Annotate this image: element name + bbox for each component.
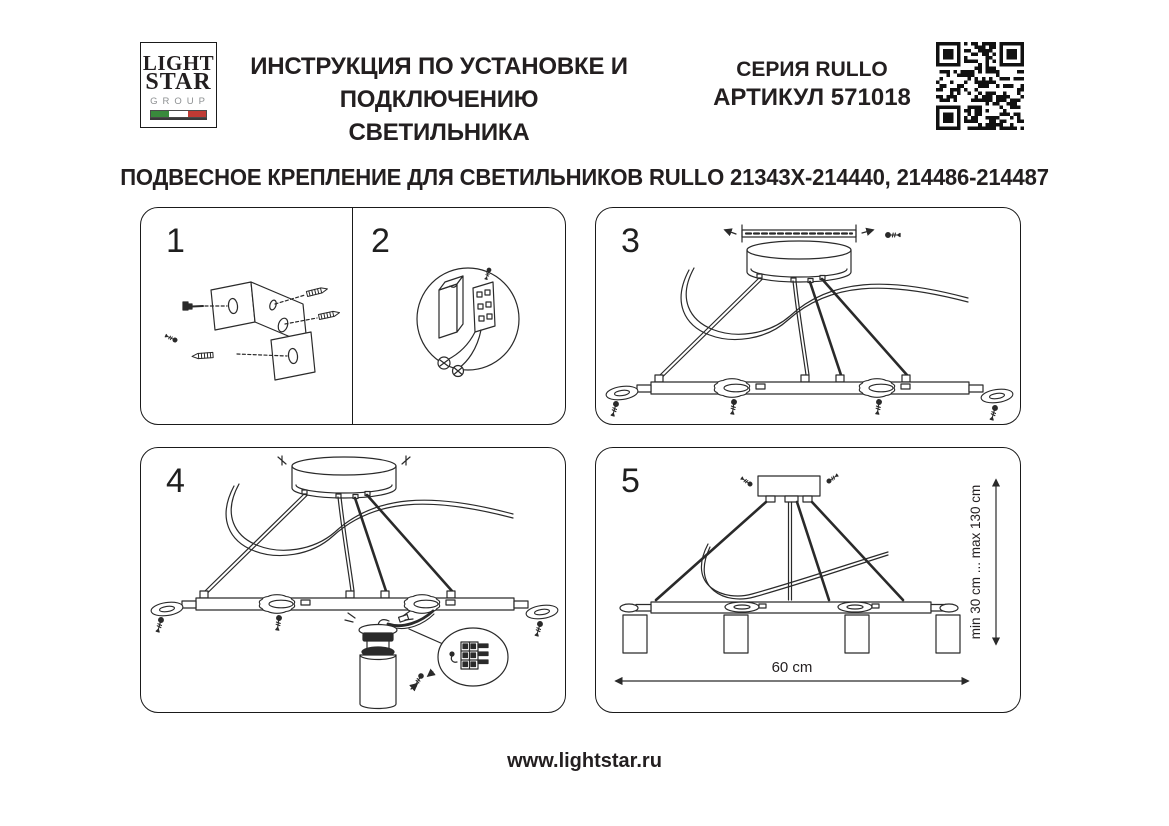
lamp-bar [150,591,558,621]
screw-icon [730,399,737,414]
junction-box [439,276,463,338]
ceiling-canopy [747,241,851,283]
diagram-step-2-connection [353,208,567,426]
lightstar-logo [140,42,217,128]
italian-flag-icon [150,110,207,118]
power-cord [341,497,354,591]
subtitle: ПОДВЕСНОЕ КРЕПЛЕНИЕ ДЛЯ СВЕТИЛЬНИКОВ RULLO 21343X-214440, 214486-214487 [120,164,1049,190]
lamp-shade [845,615,869,653]
step-number-5: 5 [621,462,640,500]
screw-icon [740,476,752,486]
series-label: СЕРИЯ RULLO [736,58,888,81]
footer-url: www.lightstar.ru [507,750,662,772]
diagram-step-1-bracket [159,260,349,412]
logo-word-light: LIGHT [142,51,215,75]
screw-icon [275,615,282,630]
power-cord [793,281,806,375]
lamp-bar [620,602,958,613]
wall-plug-icon [318,310,340,319]
screw-icon [989,405,998,420]
step-panel-1-2 [140,207,566,425]
diagram-step-3-suspension [596,208,1019,423]
step-panel-4 [140,447,566,713]
end-cap [980,387,1013,404]
lamp-shade [936,615,960,653]
article-label: АРТИКУЛ 571018 [713,84,911,111]
end-cap [525,603,558,620]
wall-plug-icon [306,286,328,296]
power-cord [796,281,809,375]
ceiling-mount-box [740,473,838,502]
suspension-cable [812,502,903,600]
screw-icon [165,334,178,343]
wall-plug-icon [192,352,213,359]
step-panel-5 [595,447,1021,713]
step-number-4: 4 [166,462,185,500]
detail-circle [417,268,519,370]
step-panel-3 [595,207,1021,425]
ceiling-canopy [278,456,410,499]
width-dimension-label: 60 cm [771,659,813,676]
height-dimension-label: min 30 cm ... max 130 cm [968,484,983,640]
lamp-rosette [714,379,749,398]
product-info [700,56,924,112]
wire-cap-icon [438,357,450,369]
terminal-block-icon [473,268,495,332]
title-line-1: ИНСТРУКЦИЯ ПО УСТАНОВКЕ И [250,53,628,80]
wire-cap-icon [453,366,464,377]
lamp-rosette [859,379,894,398]
suspension-cable [208,496,307,593]
leader-line [409,629,443,644]
suspension-cable [660,278,759,375]
logo-word-group: GROUP [150,96,210,107]
screw-icon [183,302,203,310]
screw-icon [875,399,882,414]
width-dimension [616,659,968,681]
screw-icon [411,672,433,689]
suspension-cable [663,280,762,377]
height-dimension [968,480,996,644]
suspension-cable [656,502,766,600]
lamp-shade [724,615,748,653]
screw-icon [155,617,164,632]
step-number-1: 1 [166,222,185,260]
end-cap [150,600,183,617]
diagram-step-5-final-assembly [596,448,1019,711]
logo-word-star: STAR [145,69,212,95]
lamp-rosette [259,595,294,614]
screw-icon [610,401,619,416]
terminal-detail-circle [438,628,508,686]
qr-code-icon [936,42,1024,130]
page-title [250,50,628,149]
end-cap [605,384,638,401]
lamp-shade [623,615,647,653]
mounting-bracket [211,282,315,380]
lamp-bar [605,375,1013,405]
screw-icon [534,621,543,636]
step-number-3: 3 [621,222,640,260]
suspension-cable [205,494,304,591]
diagram-step-4-shade-wiring [141,448,564,711]
title-line-2: ПОДКЛЮЧЕНИЮ СВЕТИЛЬНИКА [339,86,539,146]
step-number-2: 2 [371,222,390,260]
lamp-rosette [404,595,439,614]
screw-icon [886,233,901,238]
mounting-bar [725,225,900,242]
power-cord [338,497,351,591]
screw-icon [826,473,838,483]
